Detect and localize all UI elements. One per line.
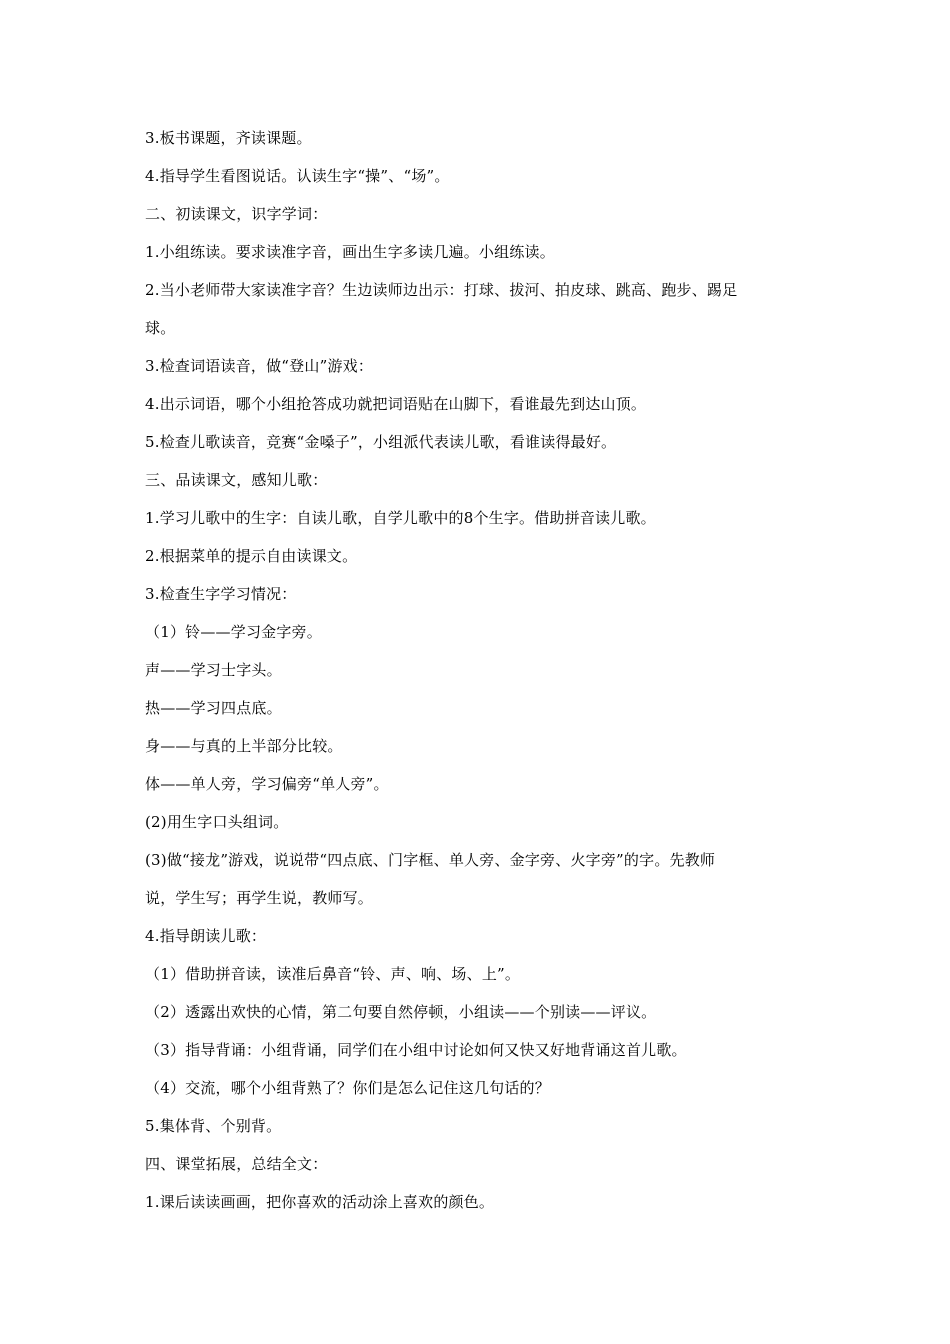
text-line: 4.指导学生看图说话。认读生字“操”、“场”。 [145,167,450,185]
text-line: （1）铃——学习金字旁。 [145,623,322,641]
text-line: 1.学习儿歌中的生字：自读儿歌，自学儿歌中的8个生字。借助拼音读儿歌。 [145,509,656,527]
text-line: 体——单人旁，学习偏旁“单人旁”。 [145,775,389,793]
section-heading: 三、品读课文，感知儿歌： [145,471,328,489]
text-line: 1.小组练读。要求读准字音，画出生字多读几遍。小组练读。 [145,243,555,261]
text-line: 4.出示词语，哪个小组抢答成功就把词语贴在山脚下，看谁最先到达山顶。 [145,395,647,413]
text-line: 身——与真的上半部分比较。 [145,737,343,755]
text-line: 2.根据菜单的提示自由读课文。 [145,547,358,565]
section-heading: 二、初读课文，识字学词： [145,205,328,223]
text-line: （3）指导背诵：小组背诵，同学们在小组中讨论如何又快又好地背诵这首儿歌。 [145,1041,687,1059]
text-line: 3.检查词语读音，做“登山”游戏： [145,357,374,375]
section-heading: 四、课堂拓展，总结全文： [145,1155,328,1173]
text-line: (2)用生字口头组词。 [145,813,289,831]
text-line: 说，学生写；再学生说，教师写。 [145,889,374,907]
text-line: 5.集体背、个别背。 [145,1117,282,1135]
text-line: 5.检查儿歌读音，竞赛“金嗓子”，小组派代表读儿歌，看谁读得最好。 [145,433,617,451]
text-line: 球。 [145,319,176,337]
text-line: 3.板书课题，齐读课题。 [145,129,312,147]
text-line: 1.课后读读画画，把你喜欢的活动涂上喜欢的颜色。 [145,1193,495,1211]
text-line: 4.指导朗读儿歌： [145,927,267,945]
text-line: 热——学习四点底。 [145,699,282,717]
text-line: 2.当小老师带大家读准字音？生边读师边出示：打球、拔河、拍皮球、跳高、跑步、踢足 [145,281,738,299]
text-line: 3.检查生字学习情况： [145,585,297,603]
text-line: (3)做“接龙”游戏，说说带“四点底、门字框、单人旁、金字旁、火字旁”的字。先教师 [145,851,716,869]
text-line: 声——学习士字头。 [145,661,282,679]
text-line: （1）借助拼音读，读准后鼻音“铃、声、响、场、上”。 [145,965,521,983]
text-line: （4）交流，哪个小组背熟了？你们是怎么记住这几句话的？ [145,1079,550,1097]
text-line: （2）透露出欢快的心情，第二句要自然停顿，小组读——个别读——评议。 [145,1003,657,1021]
